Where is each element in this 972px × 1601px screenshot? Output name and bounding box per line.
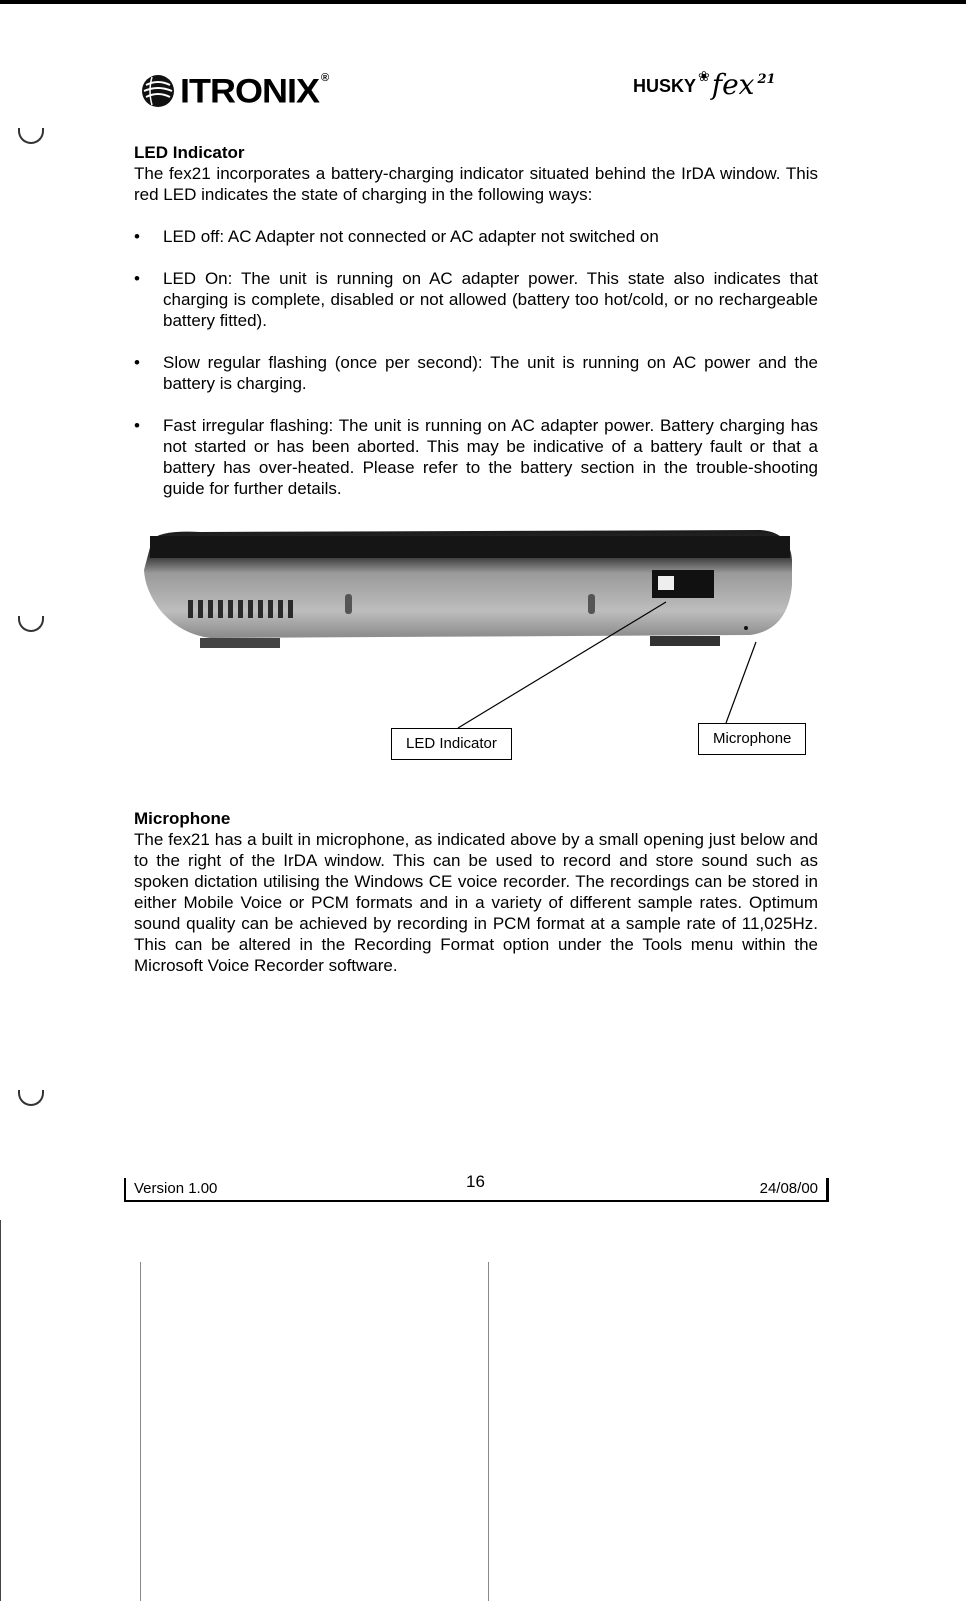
binder-hole-mark xyxy=(18,1090,44,1106)
binder-hole-mark xyxy=(18,616,44,632)
section-heading: Microphone xyxy=(134,809,231,828)
itronix-wordmark: ITRONIX xyxy=(180,71,320,110)
itronix-logo xyxy=(140,70,329,112)
globe-icon xyxy=(140,73,176,109)
scan-edge-line xyxy=(488,1262,489,1601)
list-item: • LED off: AC Adapter not connected or AC adapter not switched on xyxy=(134,226,818,247)
list-item: • Slow regular flashing (once per second): The unit is running on AC power and the battery is charging. xyxy=(134,352,818,394)
page-footer xyxy=(124,1172,829,1202)
model-number: 21 xyxy=(757,72,776,87)
list-item: • Fast irregular flashing: The unit is running on AC adapter power. Battery charging has not started or has been aborted. This may be indicative of a battery fault or that a battery has over-heated. Please refer to the battery section in the trouble-shooting guide for further details. xyxy=(134,415,818,499)
microphone-section xyxy=(134,808,818,976)
footer-date: 24/08/00 xyxy=(759,1180,818,1197)
scan-edge-line xyxy=(140,1262,141,1601)
version-label: Version 1.00 xyxy=(134,1180,218,1197)
microphone-opening xyxy=(744,626,748,630)
led-section xyxy=(134,142,818,499)
list-item: • LED On: The unit is running on AC adapter power. This state also indicates that charging is complete, disabled or not allowed (battery too hot/cold, or no rechargeable battery fitted). xyxy=(134,268,818,331)
paw-print-icon: ❀ xyxy=(698,68,710,84)
binder-hole-mark xyxy=(18,128,44,144)
husky-wordmark: HUSKY xyxy=(633,76,697,96)
registered-mark: ® xyxy=(321,72,330,84)
fex-wordmark: fex xyxy=(711,68,755,101)
microphone-callout: Microphone xyxy=(698,723,806,755)
husky-fex21-logo xyxy=(633,68,776,101)
page-number: 16 xyxy=(466,1172,485,1191)
microphone-paragraph: The fex21 has a built in microphone, as indicated above by a small opening just below and to the right of the IrDA window. This can be used to record and store sound such as spoken dictation utilising the Windows CE voice recorder. The recordings can be stored in either Mobile Voice or PCM formats and in a variety of different sample rates. Optimum sound quality can be achieved by recording in PCM format at a sample rate of 11,025Hz. This can be altered in the Recording Format option under the Tools menu within the Microsoft Voice Recorder software. xyxy=(134,830,818,975)
device-side-photo xyxy=(140,530,812,675)
top-rule xyxy=(0,0,966,4)
led-indicator-callout: LED Indicator xyxy=(391,728,512,760)
section-heading: LED Indicator xyxy=(134,143,245,162)
scan-edge-line xyxy=(0,1220,1,1601)
led-state-list xyxy=(134,226,818,499)
led-intro-paragraph: The fex21 incorporates a battery-charging indicator situated behind the IrDA window. This red LED indicates the state of charging in the following ways: xyxy=(134,164,818,204)
